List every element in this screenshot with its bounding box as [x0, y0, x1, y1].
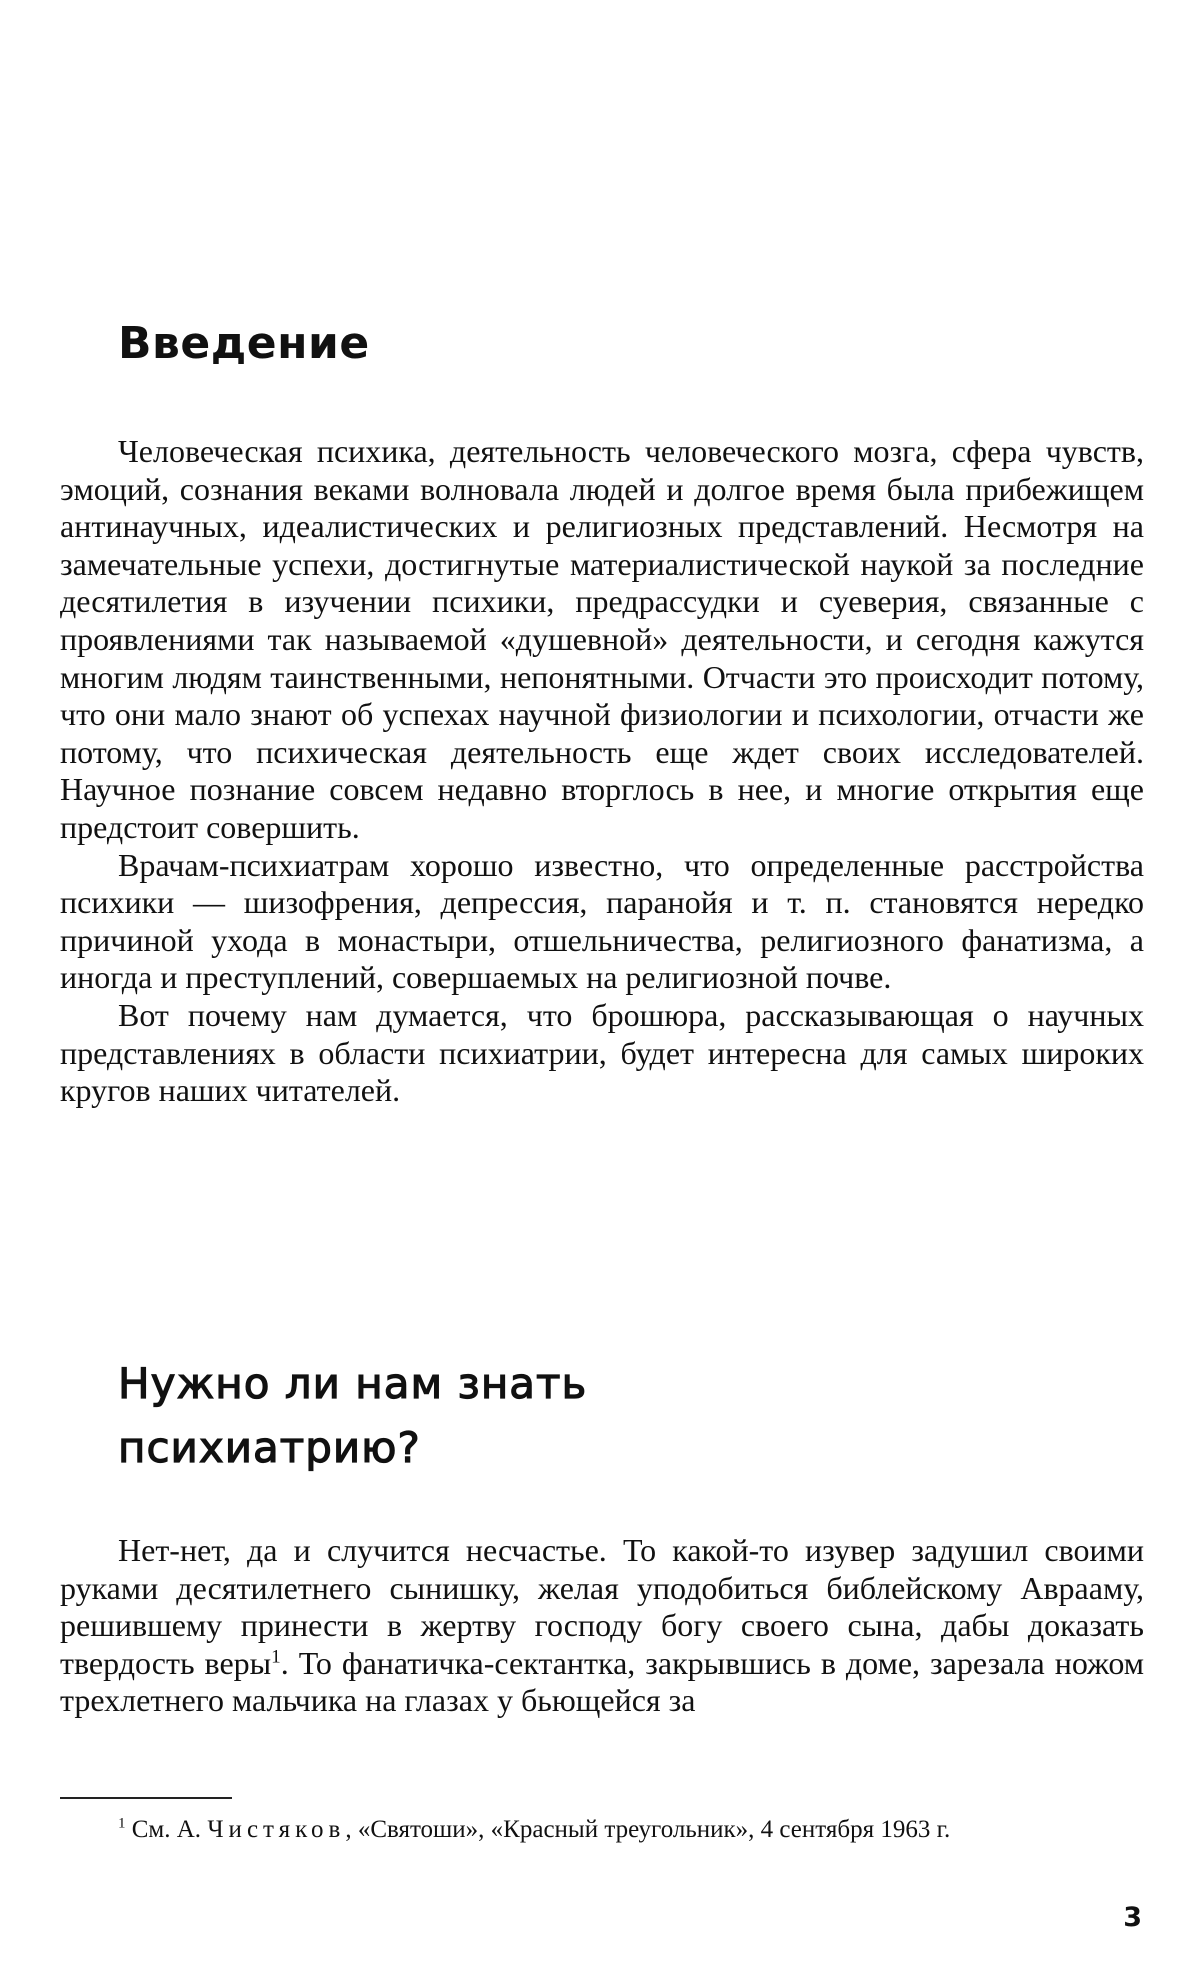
section-body	[60, 1532, 1144, 1720]
section-text-part-2: . То фанатичка-сектантка, закрывшись в доме, зарезала ножом трехлетнего мальчика на глазах у бьющейся за	[60, 1644, 1145, 1719]
section-heading-line-2: психиатрию?	[118, 1423, 421, 1472]
footnote-marker: 1	[118, 1815, 126, 1832]
footnote-divider	[60, 1797, 232, 1799]
page-number: 3	[1123, 1902, 1142, 1933]
intro-paragraph-2: Врачам-психиатрам хорошо известно, что определенные расстройства психики — шизофрения, депрессия, паранойя и т. п. становятся нередко причиной ухода в монастыри, отшельничества, религиозного фанатизма, а иногда и преступлений, совершаемых на религиозной почве.	[60, 846, 1144, 996]
section-heading-line-1: Нужно ли нам знать	[118, 1359, 588, 1408]
footnote-reference: 1	[271, 1646, 281, 1668]
section-paragraph-1	[60, 1532, 1144, 1720]
footnote	[60, 1814, 1144, 1845]
section-heading	[118, 1352, 587, 1480]
footnote-prefix: См. А.	[125, 1816, 208, 1843]
intro-paragraph-3: Вот почему нам думается, что брошюра, рассказывающая о научных представлениях в области психиатрии, будет интересна для самых широких кругов наших читателей.	[60, 996, 1144, 1109]
intro-paragraph-1: Человеческая психика, деятельность человеческого мозга, сфера чувств, эмоций, сознания веками волновала людей и долгое время была прибежищем антинаучных, идеалистических и религиозных представлений. Несмотря на замечательные успехи, достигнутые материалистической наукой за последние десятилетия в изучении психики, предрассудки и суеверия, связанные с проявлениями так называемой «душевной» деятельности, и сегодня кажутся многим людям таинственными, непонятными. Отчасти это происходит потому, что они мало знают об успехах научной физиологии и психологии, отчасти же потому, что психическая деятельность еще ждет своих исследователей. Научное познание совсем недавно вторглось в нее, и многие открытия еще предстоит совершить.	[60, 433, 1144, 845]
intro-body	[60, 433, 1144, 1110]
intro-heading: Введение	[118, 318, 370, 369]
footnote-source: , «Святоши», «Красный треугольник», 4 сентября 1963 г.	[345, 1816, 951, 1843]
footnote-author: Чистяков	[207, 1816, 346, 1843]
section-text-part-1: Нет-нет, да и случится несчастье. То какой-то изувер задушил своими руками десятилетнего сынишку, желая уподобиться библейскому Аврааму, решившему принести в жертву господу богу своего сына, дабы доказать твердость веры	[60, 1532, 1144, 1681]
